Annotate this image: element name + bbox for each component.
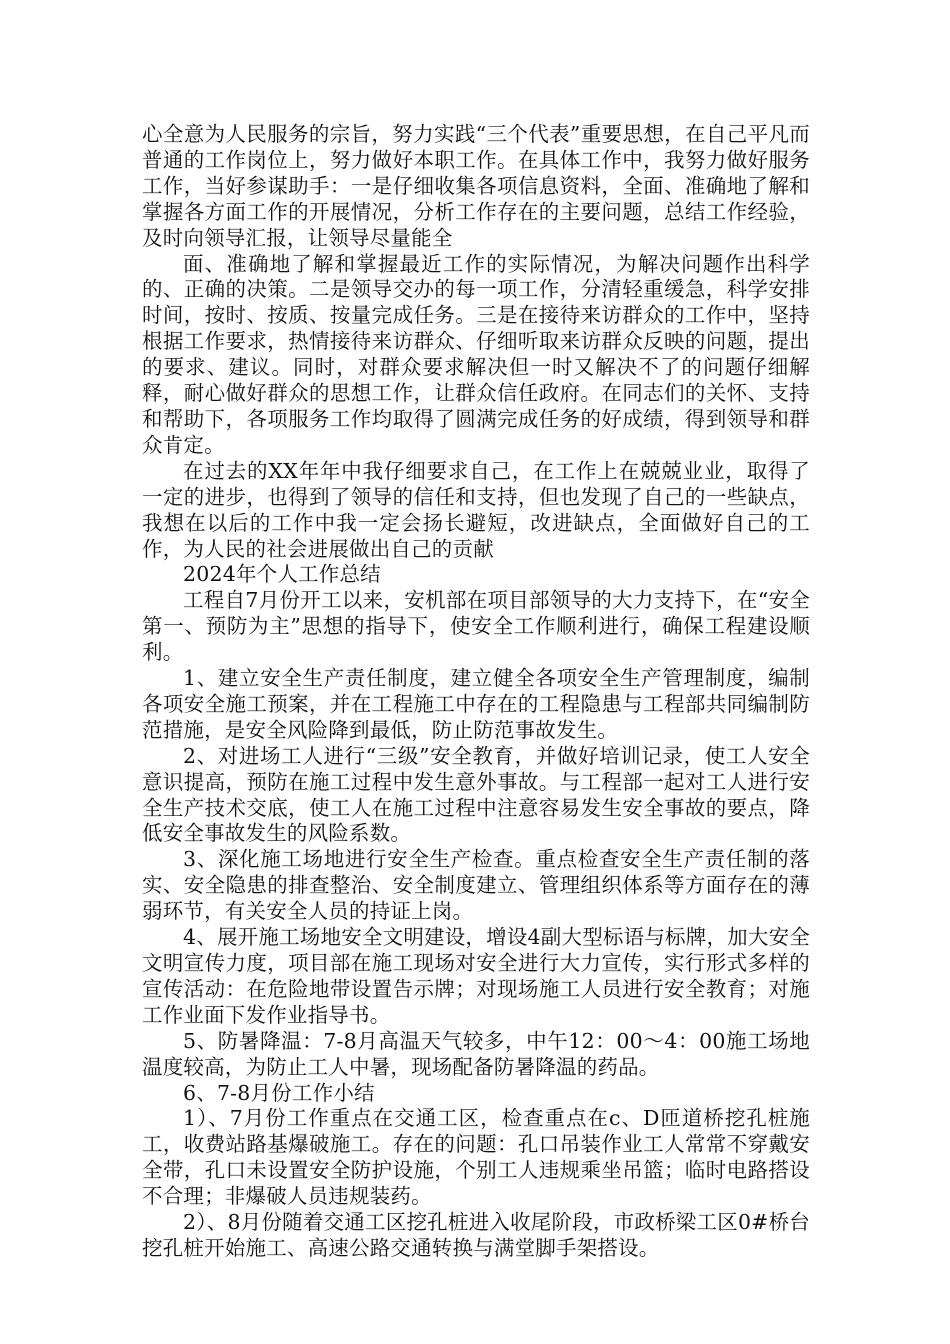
list-item: 5、防暑降温：7-8月高温天气较多，中午12：00～4：00施工场地温度较高，为防止工人中暑，现场配备防暑降温的药品。	[142, 1028, 810, 1079]
list-item: 3、深化施工场地进行安全生产检查。重点检查安全生产责任制的落实、安全隐患的排查整治、安全制度建立、管理组织体系等方面存在的薄弱环节，有关安全人员的持证上岗。	[142, 847, 810, 924]
list-item: 1、建立安全生产责任制度，建立健全各项安全生产管理制度，编制各项安全施工预案，并在工程施工中存在的工程隐患与工程部共同编制防范措施，是安全风险降到最低，防止防范事故发生。	[142, 666, 810, 742]
list-item: 6、7-8月份工作小结	[183, 1080, 375, 1105]
paragraph: 面、准确地了解和掌握最近工作的实际情况，为解决问题作出科学的、正确的决策。二是领导交办的每一项工作，分清轻重缓急，科学安排时间，按时、按质、按量完成任务。三是在接待来访群众的工作中，坚持根据工作要求，热情接待来访群众、仔细听取来访群众反映的问题，提出的要求、建议。同时，对群众要求解决但一时又解决不了的问题仔细解释，耐心做好群众的思想工作，让群众信任政府。在同志们的关怀、支持和帮助下，各项服务工作均取得了圆满完成任务的好成绩，得到领导和群众肯定。	[142, 251, 810, 457]
list-item: 4、展开施工场地安全文明建设，增设4副大型标语与标牌，加大安全文明宣传力度，项目部在施工现场对安全进行大力宣传，实行形式多样的宣传活动：在危险地带设置告示牌；对现场施工人员进行安全教育；对施工作业面下发作业指导书。	[142, 925, 810, 1027]
paragraph: 工程自7月份开工以来，安机部在项目部领导的大力支持下，在“安全第一、预防为主”思想的指导下，使安全工作顺利进行，确保工程建设顺利。	[142, 588, 810, 665]
paragraph: 在过去的XX年年中我仔细要求自己，在工作上在兢兢业业，取得了一定的进步，也得到了领导的信任和支持，但也发现了自己的一些缺点，我想在以后的工作中我一定会扬长避短，改进缺点，全面做好自己的工作，为人民的社会进展做出自己的贡献	[142, 458, 810, 561]
paragraph: 心全意为人民服务的宗旨，努力实践“三个代表”重要思想，在自己平凡而普通的工作岗位上，努力做好本职工作。在具体工作中，我努力做好服务工作，当好参谋助手：一是仔细收集各项信息资料，全面、准确地了解和掌握各方面工作的开展情况，分析工作存在的主要问题，总结工作经验，及时向领导汇报，让领导尽量能全	[142, 122, 810, 250]
section-heading: 2024年个人工作总结	[183, 562, 381, 587]
document-body	[142, 122, 810, 1262]
sub-list-item: 1）、7月份工作重点在交通工区，检查重点在c、D匝道桥挖孔桩施工，收费站路基爆破施工。存在的问题：孔口吊装作业工人常常不穿戴安全带，孔口未设置安全防护设施，个别工人违规乘坐吊篮；临时电路搭设不合理；非爆破人员违规装药。	[142, 1106, 810, 1209]
sub-list-item: 2）、8月份随着交通工区挖孔桩进入收尾阶段，市政桥梁工区0#桥台挖孔桩开始施工、高速公路交通转换与满堂脚手架搭设。	[142, 1210, 810, 1260]
list-item: 2、对进场工人进行“三级”安全教育，并做好培训记录，使工人安全意识提高，预防在施工过程中发生意外事故。与工程部一起对工人进行安全生产技术交底，使工人在施工过程中注意容易发生安全事故的要点，降低安全事故发生的风险系数。	[142, 743, 810, 846]
